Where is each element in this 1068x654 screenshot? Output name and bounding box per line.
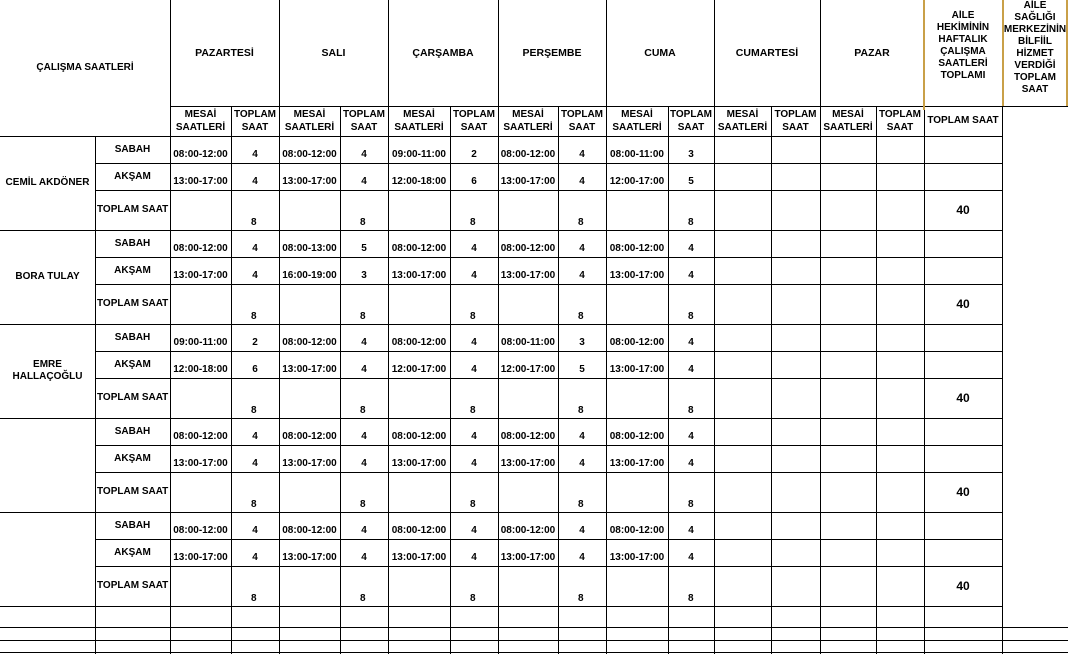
sabah-hours-cell[interactable]: 4 — [252, 243, 258, 254]
shift-label-sabah: SABAH — [114, 331, 151, 343]
aksam-time-cell[interactable]: 12:00-18:00 — [173, 364, 228, 375]
day-col-line — [170, 0, 171, 654]
empty-row-line — [0, 640, 1068, 641]
day-total-cell[interactable]: 8 — [688, 405, 694, 416]
sabah-time-cell[interactable] — [714, 230, 771, 257]
weekly-empty-cell[interactable] — [924, 257, 1002, 284]
day-header: CUMA — [644, 47, 676, 59]
shift-label-aksam: AKŞAM — [114, 358, 151, 370]
weekly-empty-cell[interactable] — [924, 163, 1002, 190]
block-line — [0, 418, 1002, 419]
doctor-name: CEMİL AKDÖNER — [5, 177, 90, 188]
day-total-empty-cell[interactable] — [714, 190, 771, 230]
day-total-cell[interactable] — [876, 378, 924, 418]
aksam-time-cell[interactable]: 13:00-17:00 — [391, 552, 447, 563]
sabah-hours-cell[interactable]: 4 — [252, 431, 258, 442]
sabah-time-cell[interactable]: 08:00-12:00 — [173, 149, 228, 160]
sabah-hours-cell[interactable]: 4 — [471, 337, 477, 348]
day-header: ÇARŞAMBA — [412, 47, 474, 59]
day-total-empty-cell[interactable] — [170, 190, 231, 230]
aksam-time-cell[interactable]: 16:00-19:00 — [282, 270, 337, 281]
day-total-empty-cell[interactable] — [170, 566, 231, 606]
aksam-hours-cell[interactable]: 4 — [688, 364, 694, 375]
weekly-total-subheader: TOPLAM SAAT — [927, 115, 999, 126]
day-col-line — [279, 0, 280, 654]
day-col-line — [714, 0, 715, 654]
day-total-empty-cell[interactable] — [279, 190, 340, 230]
aksam-hours-cell[interactable]: 4 — [688, 552, 694, 563]
sabah-time-cell[interactable]: 08:00-12:00 — [609, 243, 665, 254]
mesai-saatleri-header: MESAİ SAATLERİ — [823, 109, 873, 133]
day-total-cell[interactable]: 8 — [578, 217, 584, 228]
block-line — [0, 606, 1002, 607]
sabah-hours-cell[interactable] — [771, 512, 820, 539]
aksam-hours-cell[interactable]: 6 — [471, 176, 477, 187]
day-col-line — [820, 0, 821, 654]
day-total-cell[interactable]: 8 — [470, 593, 476, 604]
sabah-hours-cell[interactable] — [876, 136, 924, 163]
day-total-cell[interactable]: 8 — [688, 593, 694, 604]
sabah-hours-cell[interactable]: 4 — [579, 149, 585, 160]
aksam-hours-cell[interactable] — [771, 351, 820, 378]
day-col-line — [498, 0, 499, 654]
toplam-saat-header: TOPLAM SAAT — [342, 109, 386, 133]
aksam-time-cell[interactable] — [820, 351, 876, 378]
sabah-time-cell[interactable]: 08:00-12:00 — [282, 337, 337, 348]
day-total-empty-cell[interactable] — [606, 284, 668, 324]
day-total-empty-cell[interactable] — [606, 566, 668, 606]
day-total-empty-cell[interactable] — [498, 378, 558, 418]
header-bottom-line — [0, 136, 1002, 137]
aksam-time-cell[interactable]: 13:00-17:00 — [282, 552, 337, 563]
sabah-hours-cell[interactable]: 3 — [579, 337, 585, 348]
day-col-line — [606, 0, 607, 654]
sabah-hours-cell[interactable]: 4 — [471, 431, 477, 442]
mesai-saatleri-header: MESAİ SAATLERİ — [175, 109, 226, 133]
day-total-cell[interactable] — [876, 190, 924, 230]
toplam-saat-header: TOPLAM SAAT — [878, 109, 922, 133]
aksam-time-cell[interactable]: 12:00-17:00 — [609, 176, 665, 187]
day-total-cell[interactable]: 8 — [251, 217, 257, 228]
day-total-empty-cell[interactable] — [820, 472, 876, 512]
day-total-cell[interactable]: 8 — [578, 405, 584, 416]
weekly-total-cell[interactable]: 40 — [956, 391, 970, 405]
aksam-hours-cell[interactable]: 5 — [688, 176, 694, 187]
aksam-hours-cell[interactable]: 4 — [579, 270, 585, 281]
day-total-empty-cell[interactable] — [820, 566, 876, 606]
day-total-cell[interactable] — [771, 566, 820, 606]
sub-col-line — [558, 106, 559, 654]
aksam-hours-cell[interactable]: 4 — [471, 270, 477, 281]
day-total-empty-cell[interactable] — [388, 566, 450, 606]
sabah-hours-cell[interactable]: 2 — [471, 149, 477, 160]
aksam-hours-cell[interactable] — [876, 445, 924, 472]
day-total-cell[interactable] — [771, 284, 820, 324]
shift-label-sabah: SABAH — [114, 143, 151, 155]
sabah-time-cell[interactable]: 08:00-12:00 — [282, 525, 337, 536]
day-total-cell[interactable]: 8 — [470, 217, 476, 228]
day-total-cell[interactable]: 8 — [360, 499, 366, 510]
aksam-time-cell[interactable]: 13:00-17:00 — [282, 176, 337, 187]
sabah-hours-cell[interactable]: 5 — [361, 243, 367, 254]
mesai-saatleri-header: MESAİ SAATLERİ — [717, 109, 768, 133]
shift-label-sabah: SABAH — [114, 237, 151, 249]
aksam-hours-cell[interactable]: 4 — [471, 364, 477, 375]
aksam-hours-cell[interactable] — [876, 539, 924, 566]
col-line — [95, 136, 96, 654]
aksam-time-cell[interactable]: 12:00-17:00 — [391, 364, 447, 375]
day-total-empty-cell[interactable] — [170, 378, 231, 418]
sabah-hours-cell[interactable] — [771, 418, 820, 445]
sabah-time-cell[interactable] — [820, 512, 876, 539]
sabah-time-cell[interactable]: 08:00-12:00 — [500, 525, 556, 536]
day-total-empty-cell[interactable] — [388, 190, 450, 230]
aksam-time-cell[interactable]: 13:00-17:00 — [609, 364, 665, 375]
shift-label-sabah: SABAH — [114, 519, 151, 531]
day-total-cell[interactable] — [876, 566, 924, 606]
shift-label-toplam: TOPLAM SAAT — [97, 298, 169, 309]
sabah-hours-cell[interactable]: 4 — [361, 337, 367, 348]
sabah-time-cell[interactable] — [714, 136, 771, 163]
aksam-time-cell[interactable] — [714, 351, 771, 378]
aksam-hours-cell[interactable]: 4 — [579, 552, 585, 563]
day-total-empty-cell[interactable] — [498, 284, 558, 324]
sabah-time-cell[interactable]: 09:00-11:00 — [173, 337, 228, 348]
day-header: CUMARTESİ — [735, 47, 799, 59]
day-total-empty-cell[interactable] — [388, 284, 450, 324]
day-header: SALI — [321, 47, 346, 59]
day-total-empty-cell[interactable] — [820, 378, 876, 418]
aksam-time-cell[interactable] — [820, 163, 876, 190]
sabah-time-cell[interactable]: 08:00-12:00 — [500, 243, 556, 254]
day-total-empty-cell[interactable] — [498, 566, 558, 606]
day-total-cell[interactable]: 8 — [688, 217, 694, 228]
sabah-time-cell[interactable]: 08:00-13:00 — [282, 243, 337, 254]
accent-col-line — [1002, 0, 1004, 106]
toplam-saat-header: TOPLAM SAAT — [774, 109, 817, 133]
sabah-hours-cell[interactable]: 4 — [688, 431, 694, 442]
day-total-empty-cell[interactable] — [279, 378, 340, 418]
shift-label-toplam: TOPLAM SAAT — [97, 392, 169, 403]
sabah-hours-cell[interactable] — [876, 230, 924, 257]
aksam-hours-cell[interactable]: 4 — [361, 552, 367, 563]
sabah-time-cell[interactable]: 08:00-12:00 — [173, 525, 228, 536]
sabah-time-cell[interactable]: 08:00-12:00 — [391, 525, 447, 536]
sabah-hours-cell[interactable]: 4 — [579, 431, 585, 442]
sub-col-line — [771, 106, 772, 654]
toplam-saat-header: TOPLAM SAAT — [233, 109, 277, 133]
aksam-hours-cell[interactable]: 4 — [579, 458, 585, 469]
sub-col-line — [450, 106, 451, 654]
aksam-hours-cell[interactable] — [771, 445, 820, 472]
center-total-header: AİLE SAĞLIĞI MERKEZİNİN BİLFİİL HİZMET VERDİĞİ TOPLAM SAAT — [1003, 0, 1067, 95]
aksam-hours-cell[interactable] — [876, 163, 924, 190]
aksam-time-cell[interactable]: 13:00-17:00 — [500, 552, 556, 563]
aksam-hours-cell[interactable]: 4 — [579, 176, 585, 187]
sabah-time-cell[interactable]: 08:00-12:00 — [282, 431, 337, 442]
toplam-saat-header: TOPLAM SAAT — [669, 109, 713, 133]
sub-col-line — [876, 106, 877, 654]
sabah-hours-cell[interactable]: 4 — [688, 243, 694, 254]
aksam-time-cell[interactable] — [820, 445, 876, 472]
aksam-hours-cell[interactable]: 4 — [252, 552, 258, 563]
aksam-hours-cell[interactable]: 4 — [361, 364, 367, 375]
day-total-empty-cell[interactable] — [606, 378, 668, 418]
day-total-empty-cell[interactable] — [606, 472, 668, 512]
aksam-hours-cell[interactable]: 4 — [252, 176, 258, 187]
mesai-saatleri-header: MESAİ SAATLERİ — [612, 109, 662, 133]
sabah-hours-cell[interactable] — [771, 324, 820, 351]
mesai-saatleri-header: MESAİ SAATLERİ — [503, 109, 553, 133]
sabah-hours-cell[interactable]: 4 — [579, 243, 585, 254]
shift-label-aksam: AKŞAM — [114, 170, 151, 182]
sabah-hours-cell[interactable] — [771, 230, 820, 257]
weekly-empty-cell[interactable] — [924, 418, 1002, 445]
aksam-hours-cell[interactable]: 4 — [361, 458, 367, 469]
sabah-time-cell[interactable]: 08:00-12:00 — [609, 337, 665, 348]
day-total-empty-cell[interactable] — [279, 566, 340, 606]
day-total-empty-cell[interactable] — [820, 284, 876, 324]
sabah-hours-cell[interactable]: 3 — [688, 149, 694, 160]
sabah-hours-cell[interactable]: 4 — [361, 525, 367, 536]
day-total-cell[interactable]: 8 — [470, 311, 476, 322]
aksam-hours-cell[interactable]: 4 — [471, 458, 477, 469]
aksam-time-cell[interactable]: 13:00-17:00 — [609, 458, 665, 469]
day-total-empty-cell[interactable] — [170, 472, 231, 512]
sabah-time-cell[interactable] — [820, 418, 876, 445]
day-total-empty-cell[interactable] — [820, 190, 876, 230]
aksam-hours-cell[interactable] — [771, 163, 820, 190]
day-total-empty-cell[interactable] — [279, 472, 340, 512]
day-total-empty-cell[interactable] — [714, 566, 771, 606]
aksam-time-cell[interactable]: 13:00-17:00 — [173, 270, 228, 281]
sabah-hours-cell[interactable]: 4 — [361, 431, 367, 442]
empty-row-line — [0, 627, 1068, 628]
day-total-empty-cell[interactable] — [388, 378, 450, 418]
aksam-time-cell[interactable]: 13:00-17:00 — [609, 552, 665, 563]
day-total-empty-cell[interactable] — [388, 472, 450, 512]
day-total-cell[interactable]: 8 — [251, 499, 257, 510]
sabah-time-cell[interactable] — [714, 418, 771, 445]
sabah-time-cell[interactable]: 08:00-12:00 — [500, 431, 556, 442]
aksam-hours-cell[interactable]: 4 — [688, 458, 694, 469]
weekly-total-header: AİLE HEKİMİNİN HAFTALIK ÇALIŞMA SAATLERİ TOPLAMI — [936, 10, 990, 81]
doctor-name: EMRE HALLAÇOĞLU — [12, 359, 83, 382]
aksam-time-cell[interactable]: 12:00-18:00 — [391, 176, 447, 187]
weekly-empty-cell[interactable] — [924, 324, 1002, 351]
aksam-time-cell[interactable]: 13:00-17:00 — [500, 458, 556, 469]
aksam-time-cell[interactable] — [714, 539, 771, 566]
aksam-time-cell[interactable] — [714, 163, 771, 190]
weekly-empty-cell[interactable] — [924, 136, 1002, 163]
shift-label-aksam: AKŞAM — [114, 452, 151, 464]
day-total-cell[interactable]: 8 — [688, 311, 694, 322]
sabah-time-cell[interactable]: 08:00-12:00 — [609, 431, 665, 442]
day-col-line — [388, 0, 389, 654]
weekly-total-cell[interactable]: 40 — [956, 579, 970, 593]
doctor-name — [0, 418, 95, 512]
sabah-hours-cell[interactable]: 4 — [471, 243, 477, 254]
sabah-hours-cell[interactable]: 4 — [471, 525, 477, 536]
weekly-total-cell[interactable]: 40 — [956, 297, 970, 311]
aksam-hours-cell[interactable] — [771, 257, 820, 284]
sabah-hours-cell[interactable] — [876, 324, 924, 351]
aksam-hours-cell[interactable]: 4 — [361, 176, 367, 187]
aksam-time-cell[interactable]: 13:00-17:00 — [609, 270, 665, 281]
day-total-cell[interactable]: 8 — [360, 405, 366, 416]
day-total-cell[interactable] — [771, 190, 820, 230]
weekly-empty-cell[interactable] — [924, 512, 1002, 539]
day-total-cell[interactable]: 8 — [251, 593, 257, 604]
aksam-hours-cell[interactable]: 3 — [361, 270, 367, 281]
sabah-hours-cell[interactable]: 4 — [688, 525, 694, 536]
shift-label-toplam: TOPLAM SAAT — [97, 580, 169, 591]
sabah-hours-cell[interactable]: 4 — [252, 525, 258, 536]
toplam-saat-header: TOPLAM SAAT — [560, 109, 604, 133]
aksam-time-cell[interactable]: 13:00-17:00 — [391, 458, 447, 469]
aksam-hours-cell[interactable]: 4 — [252, 458, 258, 469]
sabah-hours-cell[interactable]: 2 — [252, 337, 258, 348]
empty-row-line — [0, 652, 1068, 653]
sabah-time-cell[interactable] — [714, 512, 771, 539]
sabah-time-cell[interactable]: 08:00-12:00 — [391, 431, 447, 442]
sabah-time-cell[interactable] — [820, 136, 876, 163]
shift-label-aksam: AKŞAM — [114, 264, 151, 276]
sabah-hours-cell[interactable]: 4 — [688, 337, 694, 348]
aksam-time-cell[interactable]: 13:00-17:00 — [391, 270, 447, 281]
aksam-time-cell[interactable]: 13:00-17:00 — [282, 364, 337, 375]
accent-col-line — [923, 0, 925, 110]
sabah-time-cell[interactable]: 09:00-11:00 — [392, 149, 446, 160]
aksam-time-cell[interactable]: 13:00-17:00 — [500, 270, 556, 281]
sub-col-line — [668, 106, 669, 654]
aksam-hours-cell[interactable]: 4 — [252, 270, 258, 281]
day-total-empty-cell[interactable] — [606, 190, 668, 230]
sabah-hours-cell[interactable] — [876, 418, 924, 445]
aksam-time-cell[interactable]: 13:00-17:00 — [173, 458, 228, 469]
sabah-hours-cell[interactable] — [876, 512, 924, 539]
table-title: ÇALIŞMA SAATLERİ — [36, 62, 134, 73]
aksam-hours-cell[interactable] — [771, 539, 820, 566]
day-header: PAZAR — [854, 47, 890, 59]
aksam-hours-cell[interactable]: 5 — [579, 364, 585, 375]
day-total-cell[interactable] — [876, 284, 924, 324]
aksam-hours-cell[interactable]: 6 — [252, 364, 258, 375]
sub-col-line — [231, 106, 232, 654]
day-header: PERŞEMBE — [522, 47, 582, 59]
aksam-hours-cell[interactable] — [876, 351, 924, 378]
aksam-time-cell[interactable] — [820, 257, 876, 284]
aksam-time-cell[interactable] — [714, 257, 771, 284]
day-total-cell[interactable]: 8 — [251, 311, 257, 322]
day-total-cell[interactable]: 8 — [470, 499, 476, 510]
aksam-time-cell[interactable]: 13:00-17:00 — [173, 552, 228, 563]
day-total-cell[interactable]: 8 — [360, 217, 366, 228]
doctor-name: BORA TULAY — [15, 271, 80, 282]
sabah-time-cell[interactable]: 08:00-12:00 — [391, 243, 447, 254]
sabah-hours-cell[interactable]: 4 — [252, 149, 258, 160]
day-total-cell[interactable]: 8 — [360, 311, 366, 322]
aksam-time-cell[interactable] — [820, 539, 876, 566]
mesai-saatleri-header: MESAİ SAATLERİ — [394, 109, 444, 133]
weekly-empty-cell[interactable] — [924, 230, 1002, 257]
header-split-line — [170, 106, 1002, 107]
shift-label-aksam: AKŞAM — [114, 546, 151, 558]
day-total-cell[interactable] — [876, 472, 924, 512]
toplam-saat-header: TOPLAM SAAT — [452, 109, 496, 133]
sabah-time-cell[interactable]: 08:00-12:00 — [173, 431, 228, 442]
day-total-empty-cell[interactable] — [170, 284, 231, 324]
day-total-cell[interactable]: 8 — [251, 405, 257, 416]
block-line — [0, 230, 1002, 231]
day-total-empty-cell[interactable] — [714, 472, 771, 512]
day-total-empty-cell[interactable] — [714, 284, 771, 324]
sabah-time-cell[interactable]: 08:00-12:00 — [173, 243, 228, 254]
aksam-time-cell[interactable]: 13:00-17:00 — [173, 176, 228, 187]
sub-col-line — [340, 106, 341, 654]
aksam-hours-cell[interactable]: 4 — [471, 552, 477, 563]
weekly-total-cell[interactable]: 40 — [956, 485, 970, 499]
sabah-time-cell[interactable]: 08:00-11:00 — [501, 337, 555, 348]
weekly-empty-cell[interactable] — [924, 445, 1002, 472]
day-total-cell[interactable]: 8 — [578, 311, 584, 322]
sabah-time-cell[interactable] — [714, 324, 771, 351]
block-line — [0, 512, 1002, 513]
day-total-cell[interactable]: 8 — [688, 499, 694, 510]
shift-label-sabah: SABAH — [114, 425, 151, 437]
block-line — [0, 324, 1002, 325]
sabah-time-cell[interactable]: 08:00-12:00 — [282, 149, 337, 160]
day-total-empty-cell[interactable] — [279, 284, 340, 324]
mesai-saatleri-header: MESAİ SAATLERİ — [284, 109, 335, 133]
day-total-cell[interactable] — [771, 378, 820, 418]
day-total-cell[interactable] — [771, 472, 820, 512]
sabah-time-cell[interactable] — [820, 324, 876, 351]
day-total-cell[interactable]: 8 — [360, 593, 366, 604]
center-header-bottom-line — [1002, 106, 1068, 107]
aksam-time-cell[interactable] — [714, 445, 771, 472]
aksam-hours-cell[interactable]: 4 — [688, 270, 694, 281]
doctor-name — [0, 512, 95, 606]
aksam-time-cell[interactable]: 13:00-17:00 — [282, 458, 337, 469]
day-total-empty-cell[interactable] — [498, 472, 558, 512]
weekly-total-cell[interactable]: 40 — [956, 203, 970, 217]
sabah-hours-cell[interactable] — [771, 136, 820, 163]
sabah-hours-cell[interactable]: 4 — [361, 149, 367, 160]
day-total-empty-cell[interactable] — [498, 190, 558, 230]
sabah-time-cell[interactable]: 08:00-12:00 — [500, 149, 556, 160]
sabah-time-cell[interactable]: 08:00-12:00 — [391, 337, 447, 348]
day-total-empty-cell[interactable] — [714, 378, 771, 418]
day-total-cell[interactable]: 8 — [578, 499, 584, 510]
day-total-cell[interactable]: 8 — [470, 405, 476, 416]
sabah-time-cell[interactable] — [820, 230, 876, 257]
aksam-time-cell[interactable]: 13:00-17:00 — [500, 176, 556, 187]
sabah-hours-cell[interactable]: 4 — [579, 525, 585, 536]
aksam-hours-cell[interactable] — [876, 257, 924, 284]
aksam-time-cell[interactable]: 12:00-17:00 — [500, 364, 556, 375]
sabah-time-cell[interactable]: 08:00-11:00 — [610, 149, 664, 160]
day-total-cell[interactable]: 8 — [578, 593, 584, 604]
sabah-time-cell[interactable]: 08:00-12:00 — [609, 525, 665, 536]
weekly-empty-cell[interactable] — [924, 539, 1002, 566]
day-header: PAZARTESİ — [195, 47, 254, 59]
shift-label-toplam: TOPLAM SAAT — [97, 204, 169, 215]
weekly-empty-cell[interactable] — [924, 351, 1002, 378]
shift-label-toplam: TOPLAM SAAT — [97, 486, 169, 497]
